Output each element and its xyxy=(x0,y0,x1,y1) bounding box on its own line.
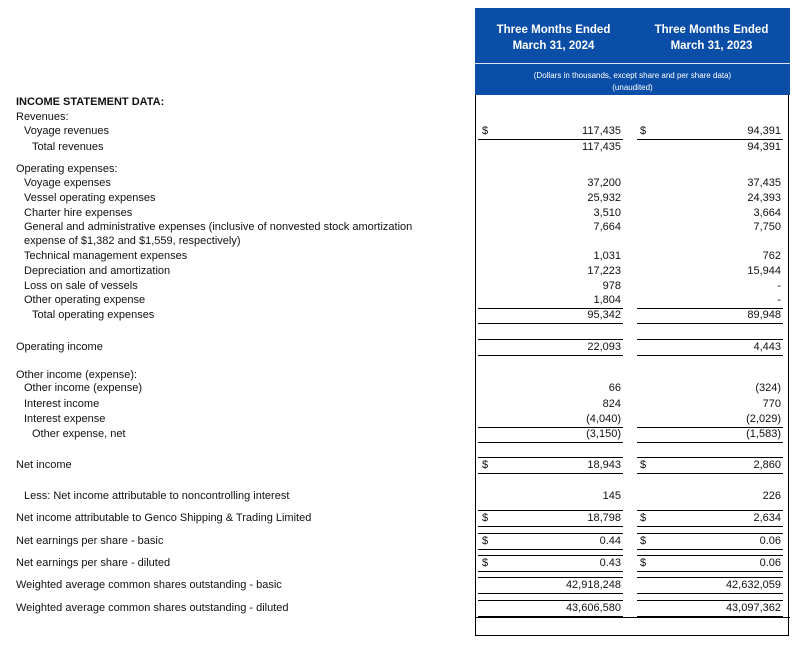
underline-rule xyxy=(637,510,783,511)
column-header-2023 xyxy=(633,22,790,54)
underline-rule xyxy=(478,533,623,534)
value-2024-other-operating-expense: 1,804 xyxy=(593,294,621,306)
currency-symbol-2024: $ xyxy=(482,459,489,471)
column-header-band xyxy=(475,8,790,95)
value-2023-interest-income: 770 xyxy=(762,398,781,410)
row-label-voyage-revenues: Voyage revenues xyxy=(24,125,110,137)
underline-rule xyxy=(637,533,783,534)
value-2024-noncontrolling-interest: 145 xyxy=(602,490,621,502)
currency-symbol-2024: $ xyxy=(482,512,489,524)
currency-symbol-2024: $ xyxy=(482,535,489,547)
underline-rule xyxy=(478,323,623,324)
value-2024-general-admin-expenses: 7,664 xyxy=(593,221,621,233)
underline-rule xyxy=(478,339,623,340)
underline-rule xyxy=(478,526,623,527)
underline-rule xyxy=(478,510,623,511)
underline-rule xyxy=(637,571,783,572)
value-2024-shares-diluted: 43,606,580 xyxy=(565,602,621,614)
row-label-shares-basic: Weighted average common shares outstanding - basic xyxy=(16,579,282,591)
column-header-2024-line1: Three Months Ended xyxy=(496,24,611,36)
row-label-depreciation-amortization: Depreciation and amortization xyxy=(24,265,171,277)
value-2023-interest-expense: (2,029) xyxy=(746,413,781,425)
row-label-interest-income: Interest income xyxy=(24,398,100,410)
value-2024-total-operating-expenses: 95,342 xyxy=(587,309,621,321)
value-2023-vessel-operating-expenses: 24,393 xyxy=(747,192,781,204)
value-2024-other-income-expense: 66 xyxy=(608,382,621,394)
row-label-eps-diluted: Net earnings per share - diluted xyxy=(16,557,171,569)
value-2024-voyage-expenses: 37,200 xyxy=(587,177,621,189)
currency-symbol-2024: $ xyxy=(482,557,489,569)
underline-rule xyxy=(637,355,783,356)
underline-rule xyxy=(637,442,783,443)
column-header-2023-line2: March 31, 2023 xyxy=(670,40,753,52)
underline-rule xyxy=(637,555,783,556)
value-2023-general-admin-expenses: 7,750 xyxy=(753,221,781,233)
value-2023-net-income: 2,860 xyxy=(753,459,781,471)
value-2023-shares-basic: 42,632,059 xyxy=(725,579,781,591)
value-2024-technical-management-expenses: 1,031 xyxy=(593,250,621,262)
row-label-noncontrolling-interest: Less: Net income attributable to noncontrolling interest xyxy=(24,490,290,502)
value-2024-interest-expense: (4,040) xyxy=(586,413,621,425)
underline-rule xyxy=(478,555,623,556)
row-label-charter-hire-expenses: Charter hire expenses xyxy=(24,207,133,219)
value-2023-net-income-genco: 2,634 xyxy=(753,512,781,524)
underline-rule xyxy=(478,571,623,572)
column-header-2024 xyxy=(475,22,632,54)
value-2023-loss-on-sale-of-vessels: - xyxy=(777,280,781,292)
column-header-2023-line1: Three Months Ended xyxy=(654,24,769,36)
row-label-other-operating-expense: Other operating expense xyxy=(24,294,146,306)
column-header-2024-line2: March 31, 2024 xyxy=(512,40,595,52)
row-label-loss-on-sale-of-vessels: Loss on sale of vessels xyxy=(24,280,138,292)
currency-symbol-2023: $ xyxy=(640,557,647,569)
underline-rule xyxy=(478,442,623,443)
row-label-interest-expense: Interest expense xyxy=(24,413,106,425)
underline-rule xyxy=(478,473,623,474)
row-label-operating-expenses: Operating expenses: xyxy=(16,163,118,175)
value-2024-eps-diluted: 0.43 xyxy=(599,557,621,569)
value-2023-noncontrolling-interest: 226 xyxy=(762,490,781,502)
underline-rule xyxy=(637,139,783,140)
underline-rule xyxy=(637,457,783,458)
underline-rule xyxy=(478,600,623,601)
currency-symbol-2023: $ xyxy=(640,125,647,137)
row-label-continued-general-admin-expenses: expense of $1,382 and $1,559, respectively) xyxy=(24,235,241,247)
value-2023-depreciation-amortization: 15,944 xyxy=(747,265,781,277)
row-label-total-operating-expenses: Total operating expenses xyxy=(32,309,155,321)
underline-rule xyxy=(478,355,623,356)
row-label-eps-basic: Net earnings per share - basic xyxy=(16,535,164,547)
underline-rule xyxy=(478,139,623,140)
value-2024-voyage-revenues: 117,435 xyxy=(582,125,621,137)
value-2023-voyage-expenses: 37,435 xyxy=(747,177,781,189)
currency-symbol-2023: $ xyxy=(640,535,647,547)
value-2024-total-revenues: 117,435 xyxy=(582,141,621,153)
row-label-vessel-operating-expenses: Vessel operating expenses xyxy=(24,192,156,204)
row-label-operating-income: Operating income xyxy=(16,341,103,353)
row-label-other-income-expense-heading: Other income (expense): xyxy=(16,369,138,381)
underline-rule xyxy=(637,526,783,527)
table-footer-rule xyxy=(475,617,790,618)
row-label-technical-management-expenses: Technical management expenses xyxy=(24,250,188,262)
value-2024-shares-basic: 42,918,248 xyxy=(565,579,621,591)
value-2024-other-expense-net: (3,150) xyxy=(586,428,621,440)
row-label-other-income-expense: Other income (expense) xyxy=(24,382,142,394)
value-2023-shares-diluted: 43,097,362 xyxy=(725,602,781,614)
unaudited-note: (unaudited) xyxy=(612,83,653,92)
currency-symbol-2023: $ xyxy=(640,459,647,471)
underline-rule xyxy=(478,616,623,617)
row-label-net-income-genco: Net income attributable to Genco Shipping & Trading Limited xyxy=(16,512,312,524)
header-divider xyxy=(475,63,790,64)
value-2024-operating-income: 22,093 xyxy=(587,341,621,353)
underline-rule xyxy=(637,323,783,324)
currency-symbol-2024: $ xyxy=(482,125,489,137)
underline-rule xyxy=(637,577,783,578)
value-2023-eps-diluted: 0.06 xyxy=(759,557,781,569)
row-label-general-admin-expenses: General and administrative expenses (inclusive of nonvested stock amortization xyxy=(24,221,413,233)
value-2024-charter-hire-expenses: 3,510 xyxy=(593,207,621,219)
value-2023-charter-hire-expenses: 3,664 xyxy=(753,207,781,219)
value-2023-total-revenues: 94,391 xyxy=(747,141,781,153)
value-2024-net-income-genco: 18,798 xyxy=(587,512,621,524)
value-2023-technical-management-expenses: 762 xyxy=(762,250,781,262)
underline-rule xyxy=(637,473,783,474)
row-label-total-revenues: Total revenues xyxy=(32,141,104,153)
row-label-net-income: Net income xyxy=(16,459,72,471)
value-2023-other-operating-expense: - xyxy=(777,294,781,306)
value-2023-other-income-expense: (324) xyxy=(755,382,781,394)
units-note: (Dollars in thousands, except share and per share data) xyxy=(533,71,732,80)
underline-rule xyxy=(637,549,783,550)
underline-rule xyxy=(478,549,623,550)
value-2024-net-income: 18,943 xyxy=(587,459,621,471)
row-label-income-statement-data: INCOME STATEMENT DATA: xyxy=(16,96,165,108)
underline-rule xyxy=(637,616,783,617)
value-2024-eps-basic: 0.44 xyxy=(599,535,621,547)
currency-symbol-2023: $ xyxy=(640,512,647,524)
value-2024-depreciation-amortization: 17,223 xyxy=(587,265,621,277)
row-label-voyage-expenses: Voyage expenses xyxy=(24,177,111,189)
underline-rule xyxy=(478,457,623,458)
value-2023-total-operating-expenses: 89,948 xyxy=(747,309,781,321)
row-label-revenues: Revenues: xyxy=(16,111,69,123)
value-2024-loss-on-sale-of-vessels: 978 xyxy=(602,280,621,292)
row-label-other-expense-net: Other expense, net xyxy=(32,428,126,440)
value-2023-other-expense-net: (1,583) xyxy=(746,428,781,440)
value-2024-interest-income: 824 xyxy=(602,398,621,410)
underline-rule xyxy=(478,577,623,578)
value-2023-voyage-revenues: 94,391 xyxy=(747,125,781,137)
underline-rule xyxy=(637,593,783,594)
value-2024-vessel-operating-expenses: 25,932 xyxy=(587,192,621,204)
row-label-shares-diluted: Weighted average common shares outstanding - diluted xyxy=(16,602,289,614)
value-2023-eps-basic: 0.06 xyxy=(759,535,781,547)
underline-rule xyxy=(637,600,783,601)
underline-rule xyxy=(637,339,783,340)
value-2023-operating-income: 4,443 xyxy=(753,341,781,353)
underline-rule xyxy=(478,593,623,594)
